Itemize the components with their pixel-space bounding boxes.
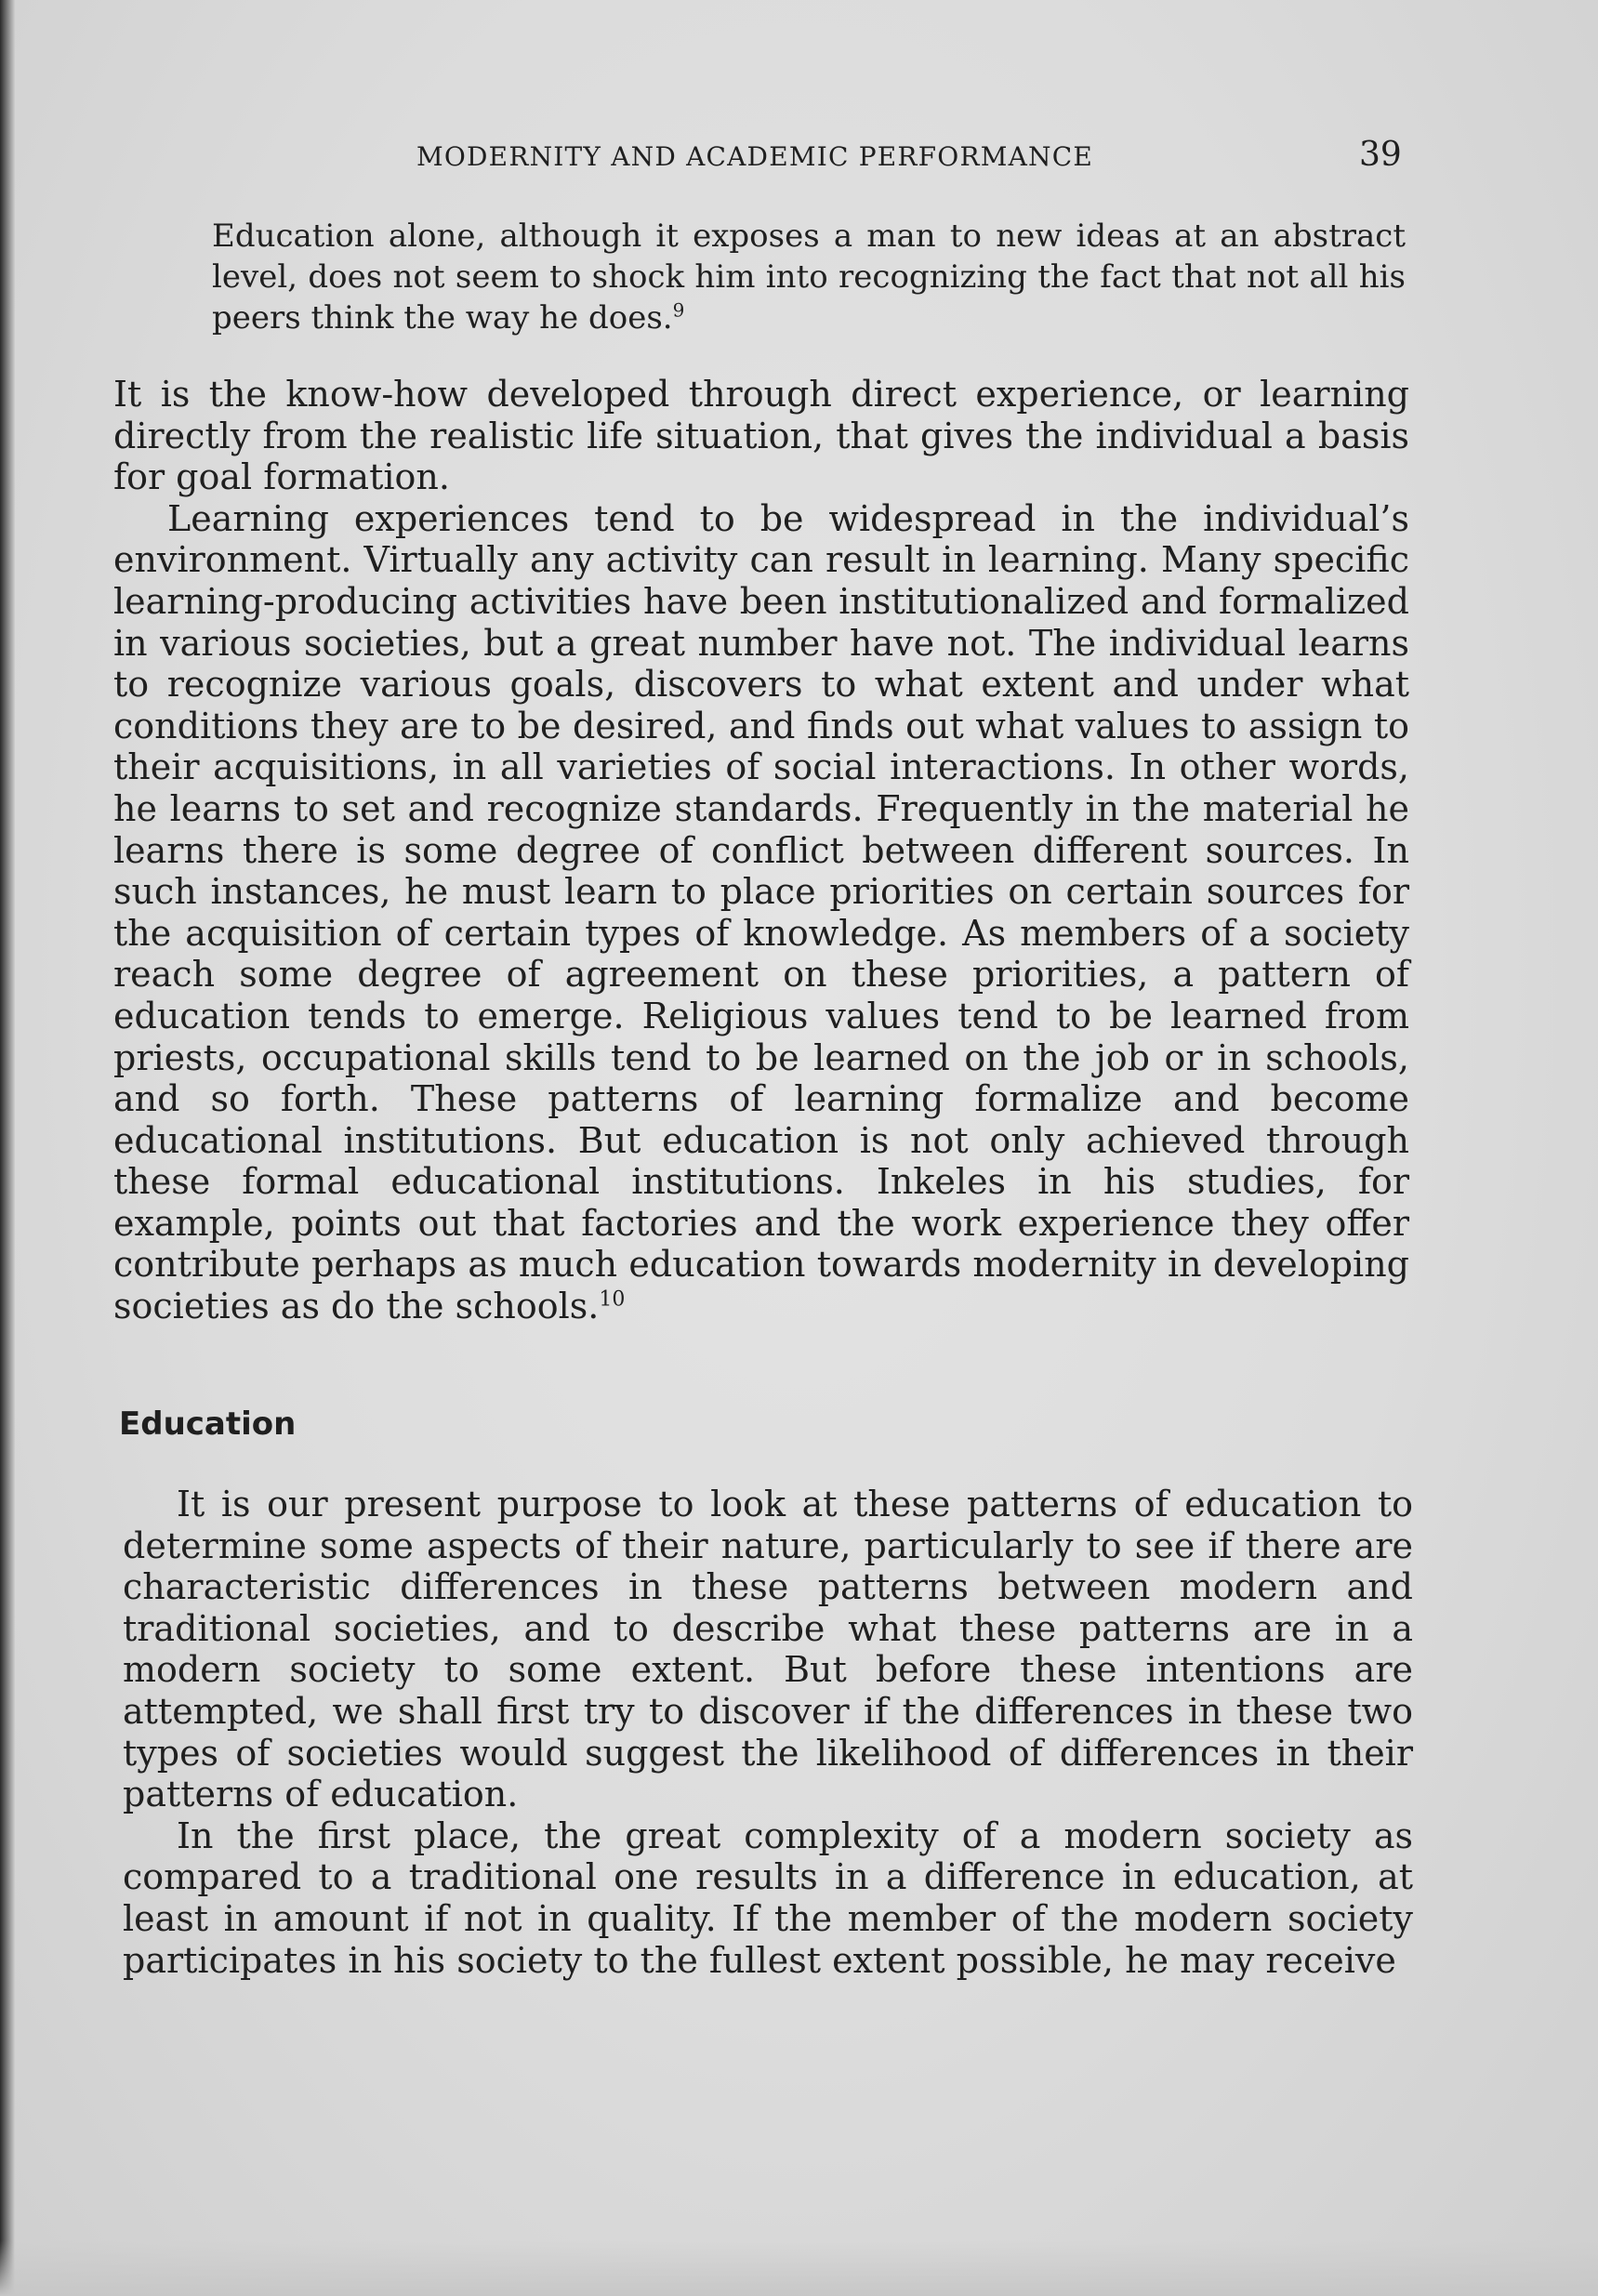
- page-number: 39: [1359, 136, 1402, 174]
- paragraph: It is our present purpose to look at these patterns of education to determine some aspects of their nature, particularly to see if there are characteristic differences in these patterns between modern and traditional societies, and to describe what these patterns are in a modern society to some extent. But before these intentions are attempted, we shall first try to discover if the differences in these two types of societies would suggest the likelihood of differences in their patterns of education.: [123, 1484, 1413, 1815]
- section-one-body: [113, 374, 1409, 1327]
- block-quote: [212, 216, 1406, 338]
- paragraph-text: Learning experiences tend to be widespread in the individual’s environment. Virtually any activity can result in learning. Many specific learning-producing activities have been institutionalized and formalized in various societies, but a great number have not. The individual learns to recognize various goals, discovers to what extent and under what conditions they are to be desired, and finds out what values to assign to their acquisitions, in all varieties of social interactions. In other words, he learns to set and recognize standards. Frequently in the material he learns there is some degree of conflict between different sources. In such instances, he must learn to place priorities on certain sources for the acquisition of certain types of knowledge. As members of a society reach some degree of agreement on these priorities, a pattern of education tends to emerge. Religious values tend to be learned from priests, occupational skills tend to be learned on the job or in schools, and so forth. These patterns of learning formalize and become educational institutions. But education is not only achieved through these formal educational institutions. Inkeles in his studies, for example, points out that factories and the work experience they offer contribute perhaps as much education towards modernity in developing societies as do the schools.: [113, 497, 1409, 1327]
- paragraph: In the first place, the great complexity of a modern society as compared to a traditional one results in a difference in education, at least in amount if not in quality. If the member of the modern society participates in his society to the fullest extent possible, he may receive: [123, 1814, 1413, 1981]
- footnote-marker: 10: [599, 1287, 626, 1312]
- block-quote-text: Education alone, although it exposes a man to new ideas at an abstract level, does not seem to shock him into recognizing the fact that not all his peers think the way he does.: [212, 218, 1406, 336]
- section-heading: Education: [119, 1405, 297, 1443]
- running-head: MODERNITY AND ACADEMIC PERFORMANCE: [416, 141, 1093, 172]
- footnote-marker: 9: [672, 298, 685, 322]
- book-spine-shadow: [0, 0, 15, 2296]
- page-bottom-shade: [0, 2240, 1598, 2296]
- paragraph: It is the know-how developed through direct experience, or learning directly from the realistic life situation, that gives the individual a basis for goal formation.: [113, 374, 1409, 498]
- section-two-body: [123, 1484, 1413, 1981]
- paragraph: [113, 498, 1409, 1327]
